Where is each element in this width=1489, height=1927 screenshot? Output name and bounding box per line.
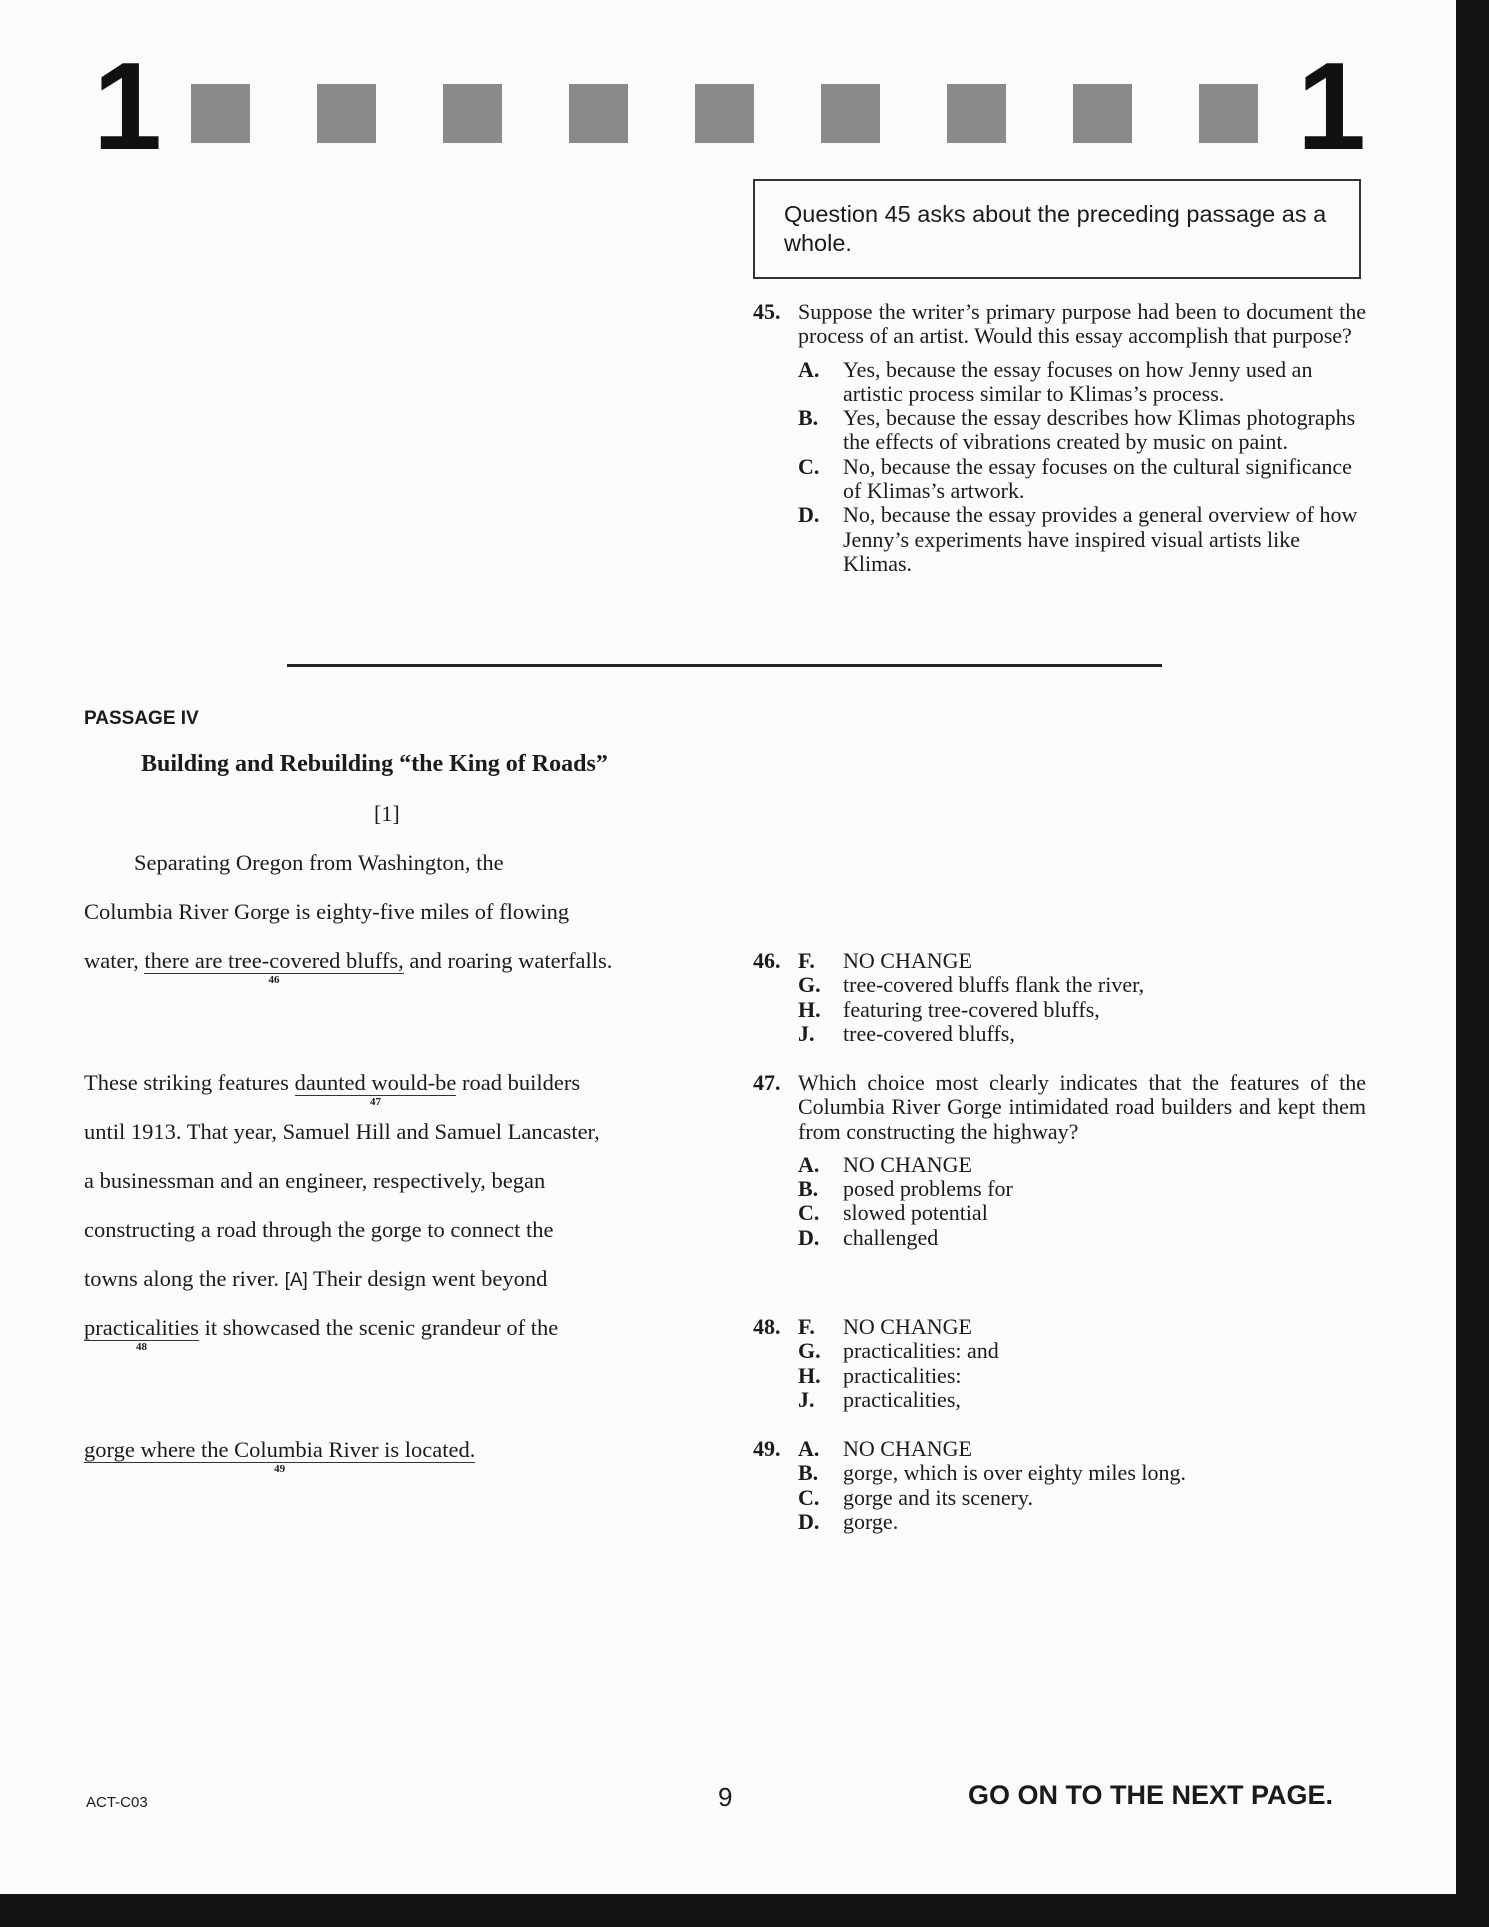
question-45 — [753, 300, 1366, 576]
answer-option[interactable] — [753, 1177, 1366, 1201]
header-square — [443, 84, 502, 143]
option-letter: A. — [798, 1436, 820, 1461]
option-letter: B. — [798, 1460, 819, 1486]
answer-option[interactable] — [753, 455, 1366, 504]
question-49 — [753, 1437, 1366, 1534]
option-text: challenged — [843, 1224, 939, 1250]
option-text: NO CHANGE — [843, 1151, 972, 1177]
option-text: tree-covered bluffs, — [843, 1020, 1015, 1046]
option-letter: G. — [798, 1338, 821, 1364]
option-text: NO CHANGE — [843, 1436, 972, 1461]
page-number: 9 — [718, 1782, 733, 1812]
answer-option[interactable] — [753, 1153, 1366, 1177]
option-letter: B. — [798, 1176, 819, 1202]
instruction-text: Question 45 asks about the preceding passage as a whole. — [784, 201, 1327, 256]
answer-option[interactable] — [753, 503, 1366, 576]
option-text: gorge, which is over eighty miles long. — [843, 1460, 1186, 1486]
option-letter: H. — [798, 1362, 821, 1388]
go-on-instruction: GO ON TO THE NEXT PAGE. — [968, 1780, 1334, 1810]
option-letter: J. — [798, 1386, 815, 1412]
instruction-box — [753, 179, 1361, 279]
option-text: practicalities: and — [843, 1338, 999, 1364]
option-text: practicalities: — [843, 1362, 962, 1388]
passage-line: water, there are tree-covered bluffs, 46 and roaring waterfalls. — [84, 948, 613, 986]
answer-option[interactable] — [753, 1437, 1366, 1461]
question-marker: 48 — [135, 1341, 147, 1353]
option-letter: C. — [798, 1200, 820, 1226]
option-text: NO CHANGE — [843, 948, 972, 973]
question-number: 49. — [753, 1436, 781, 1461]
passage-line: These striking features daunted would-be 47 road builders — [84, 1070, 581, 1108]
passage-line: Columbia River Gorge is eighty-five miles of flowing — [84, 899, 570, 924]
question-number: 46. — [753, 948, 781, 973]
option-text: No, because the essay focuses on the cultural significance of Klimas’s artwork. — [843, 453, 1352, 504]
answer-option[interactable] — [753, 1486, 1366, 1510]
question-marker: 49 — [274, 1463, 286, 1475]
question-stem: Which choice most clearly indicates that the features of the Columbia River Gorge intimidated road builders and kept them from constructing the highway? — [798, 1070, 1366, 1144]
answer-option[interactable] — [753, 1339, 1366, 1363]
header-square — [821, 84, 880, 143]
passage-title: Building and Rebuilding “the King of Roads” — [141, 751, 608, 777]
header-square — [317, 84, 376, 143]
option-letter: D. — [798, 1224, 820, 1250]
option-text: No, because the essay provides a general overview of how Jenny’s experiments have inspired visual artists like Klimas. — [843, 502, 1358, 576]
header-square — [695, 84, 754, 143]
option-text: Yes, because the essay describes how Klimas photographs the effects of vibrations created by music on paint. — [843, 405, 1356, 455]
header-square — [569, 84, 628, 143]
form-code: ACT-C03 — [86, 1794, 148, 1811]
answer-option[interactable] — [753, 1022, 1366, 1046]
passage-label: PASSAGE IV — [84, 708, 199, 729]
option-letter: F. — [798, 1314, 815, 1339]
underlined-portion-47[interactable]: daunted would-be 47 — [294, 1070, 457, 1108]
option-letter: J. — [798, 1020, 815, 1046]
option-text: gorge. — [843, 1508, 899, 1534]
question-47 — [753, 1071, 1366, 1250]
option-letter: H. — [798, 996, 821, 1022]
answer-option[interactable] — [753, 1510, 1366, 1534]
answer-option[interactable] — [753, 1461, 1366, 1485]
option-text: posed problems for — [843, 1176, 1013, 1202]
question-46 — [753, 949, 1366, 1046]
option-letter: C. — [798, 453, 820, 479]
underlined-portion-49[interactable]: gorge where the Columbia River is located. 49 — [84, 1437, 476, 1475]
header-square — [947, 84, 1006, 143]
answer-option[interactable] — [753, 358, 1366, 407]
paragraph-number: [1] — [374, 801, 400, 826]
option-text: practicalities, — [843, 1386, 961, 1412]
option-text: tree-covered bluffs flank the river, — [843, 972, 1145, 998]
option-letter: D. — [798, 502, 820, 528]
answer-option[interactable] — [753, 1201, 1366, 1225]
answer-option[interactable] — [753, 998, 1366, 1022]
answer-option[interactable] — [753, 973, 1366, 997]
option-letter: B. — [798, 405, 819, 431]
header-square — [1199, 84, 1258, 143]
answer-option[interactable] — [753, 1388, 1366, 1412]
question-number: 48. — [753, 1314, 781, 1339]
question-number: 47. — [753, 1070, 781, 1095]
passage-line — [84, 1437, 476, 1475]
question-marker: 47 — [369, 1096, 381, 1108]
option-letter: C. — [798, 1484, 820, 1510]
option-text: featuring tree-covered bluffs, — [843, 996, 1100, 1022]
header-square — [1073, 84, 1132, 143]
option-letter: D. — [798, 1508, 820, 1534]
section-number-left: 1 — [93, 38, 162, 176]
question-marker: 46 — [268, 974, 280, 986]
option-letter: F. — [798, 948, 815, 973]
answer-option[interactable] — [753, 1364, 1366, 1388]
question-stem: Suppose the writer’s primary purpose had been to document the process of an artist. Would this essay accomplish that purpose? — [798, 299, 1366, 349]
answer-option[interactable] — [753, 1315, 1366, 1339]
answer-option[interactable] — [753, 1226, 1366, 1250]
section-number-right: 1 — [1297, 38, 1366, 176]
passage-line: towns along the river. [A] Their design went beyond — [84, 1266, 548, 1291]
answer-option[interactable] — [753, 949, 1366, 973]
option-text: NO CHANGE — [843, 1314, 972, 1339]
underlined-portion-46[interactable]: there are tree-covered bluffs, 46 — [144, 948, 404, 986]
option-text: Yes, because the essay focuses on how Jenny used an artistic process similar to Klimas’s process. — [843, 356, 1313, 406]
passage-line: practicalities 48 it showcased the scenic grandeur of the — [84, 1315, 559, 1353]
question-number: 45. — [753, 299, 781, 324]
sentence-marker-a: [A] — [284, 1270, 308, 1291]
option-letter: A. — [798, 1151, 820, 1177]
passage-line: constructing a road through the gorge to connect the — [84, 1217, 554, 1242]
option-letter: A. — [798, 356, 820, 382]
question-48 — [753, 1315, 1366, 1412]
section-divider — [287, 664, 1162, 667]
underlined-portion-48[interactable]: practicalities 48 — [84, 1315, 199, 1353]
passage-line: a businessman and an engineer, respectively, began — [84, 1168, 546, 1193]
option-letter: G. — [798, 972, 821, 998]
answer-option[interactable] — [753, 406, 1366, 455]
passage-line: until 1913. That year, Samuel Hill and Samuel Lancaster, — [84, 1119, 600, 1144]
option-text: slowed potential — [843, 1200, 988, 1226]
option-text: gorge and its scenery. — [843, 1484, 1033, 1510]
header-square — [191, 84, 250, 143]
passage-line: Separating Oregon from Washington, the — [134, 850, 504, 875]
